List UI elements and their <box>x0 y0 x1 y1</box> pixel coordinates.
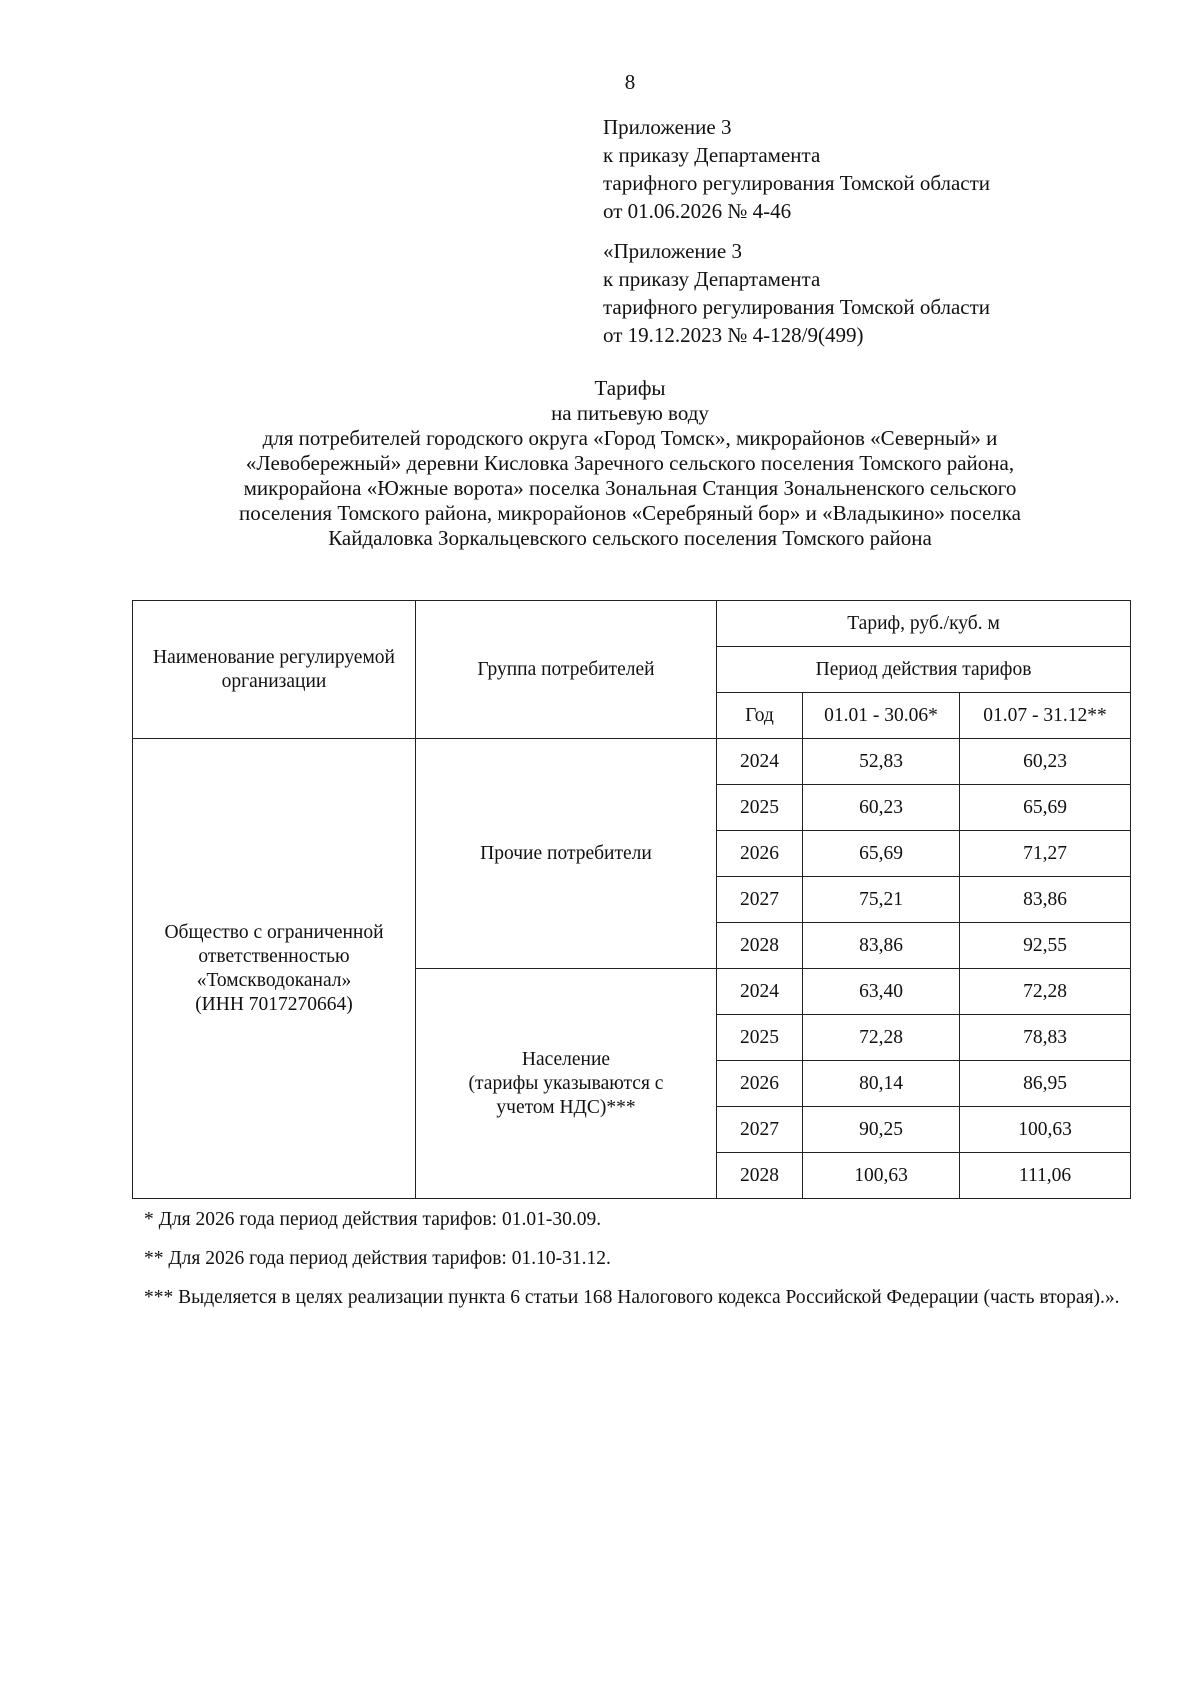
tariff-cell: 52,83 <box>803 739 960 785</box>
tariff-table <box>132 600 1131 1199</box>
appendix-header-current <box>603 113 1163 225</box>
table-header-row <box>133 601 1131 647</box>
organization-line: (ИНН 7017270664) <box>195 993 353 1015</box>
header-period: Период действия тарифов <box>717 647 1131 693</box>
year-cell: 2027 <box>717 877 803 923</box>
appendix-line: тарифного регулирования Томской области <box>603 171 991 195</box>
year-cell: 2024 <box>717 969 803 1015</box>
tariff-cell: 72,28 <box>803 1015 960 1061</box>
year-cell: 2028 <box>717 923 803 969</box>
appendix-line: от 01.06.2026 № 4-46 <box>603 199 792 223</box>
tariff-cell: 71,27 <box>960 831 1131 877</box>
tariff-cell: 100,63 <box>960 1107 1131 1153</box>
appendix-line: от 19.12.2023 № 4-128/9(499) <box>603 323 864 347</box>
group-other-consumers: Прочие потребители <box>416 739 717 969</box>
title-line: Тарифы <box>594 376 666 400</box>
title-line: на питьевую воду <box>551 401 709 425</box>
organization-line: Общество с ограниченной <box>164 921 384 943</box>
header-year: Год <box>717 693 803 739</box>
tariff-cell: 80,14 <box>803 1061 960 1107</box>
organization-line: ответственностью <box>198 945 350 967</box>
title-line: для потребителей городского округа «Город Томск», микрорайонов «Северный» и <box>262 426 998 450</box>
tariff-cell: 60,23 <box>960 739 1131 785</box>
title-line: Кайдаловка Зоркальцевского сельского поселения Томского района <box>328 526 932 550</box>
organization-line: «Томскводоканал» <box>196 969 352 991</box>
appendix-line: к приказу Департамента <box>603 143 821 167</box>
tariff-cell: 100,63 <box>803 1153 960 1199</box>
footnote: * Для 2026 года период действия тарифов: 01.01-30.09. <box>144 1209 602 1230</box>
tariff-cell: 65,69 <box>960 785 1131 831</box>
footnotes <box>144 1206 1120 1323</box>
tariff-cell: 65,69 <box>803 831 960 877</box>
tariff-cell: 92,55 <box>960 923 1131 969</box>
appendix-line: к приказу Департамента <box>603 267 821 291</box>
tariff-cell: 90,25 <box>803 1107 960 1153</box>
year-cell: 2024 <box>717 739 803 785</box>
page-number: 8 <box>624 70 636 94</box>
tariff-cell: 75,21 <box>803 877 960 923</box>
table-row <box>133 739 1131 785</box>
appendix-header-previous <box>603 237 1163 349</box>
year-cell: 2028 <box>717 1153 803 1199</box>
group-population <box>416 969 717 1199</box>
tariff-cell: 60,23 <box>803 785 960 831</box>
tariff-cell: 83,86 <box>960 877 1131 923</box>
tariff-cell: 63,40 <box>803 969 960 1015</box>
title-line: микрорайона «Южные ворота» поселка Зональная Станция Зональненского сельского <box>243 476 1017 500</box>
header-tariff: Тариф, руб./куб. м <box>717 601 1131 647</box>
tariff-cell: 86,95 <box>960 1061 1131 1107</box>
group-line: Население <box>521 1048 611 1070</box>
document-title <box>120 376 1140 551</box>
group-line: (тарифы указываются с <box>468 1072 664 1094</box>
tariff-cell: 83,86 <box>803 923 960 969</box>
group-line: учетом НДС)*** <box>496 1096 636 1118</box>
footnote: *** Выделяется в целях реализации пункта 6 статьи 168 Налогового кодекса Российской Федерации (часть вторая).». <box>144 1287 1120 1308</box>
tariff-cell: 72,28 <box>960 969 1131 1015</box>
tariff-cell: 78,83 <box>960 1015 1131 1061</box>
appendix-line: тарифного регулирования Томской области <box>603 295 991 319</box>
header-group: Группа потребителей <box>416 601 717 739</box>
tariff-cell: 111,06 <box>960 1153 1131 1199</box>
title-line: поселения Томского района, микрорайонов «Серебряный бор» и «Владыкино» поселка <box>239 501 1021 525</box>
appendix-line: «Приложение 3 <box>603 239 742 263</box>
year-cell: 2025 <box>717 1015 803 1061</box>
header-period-1: 01.01 - 30.06* <box>803 693 960 739</box>
year-cell: 2025 <box>717 785 803 831</box>
appendix-line: Приложение 3 <box>603 115 732 139</box>
title-line: «Левобережный» деревни Кисловка Заречного сельского поселения Томского района, <box>245 451 1015 475</box>
header-period-2: 01.07 - 31.12** <box>960 693 1131 739</box>
year-cell: 2027 <box>717 1107 803 1153</box>
organization-cell <box>133 739 416 1199</box>
year-cell: 2026 <box>717 831 803 877</box>
header-organization: Наименование регулируемой организации <box>133 601 416 739</box>
year-cell: 2026 <box>717 1061 803 1107</box>
footnote: ** Для 2026 года период действия тарифов: 01.10-31.12. <box>144 1248 611 1269</box>
